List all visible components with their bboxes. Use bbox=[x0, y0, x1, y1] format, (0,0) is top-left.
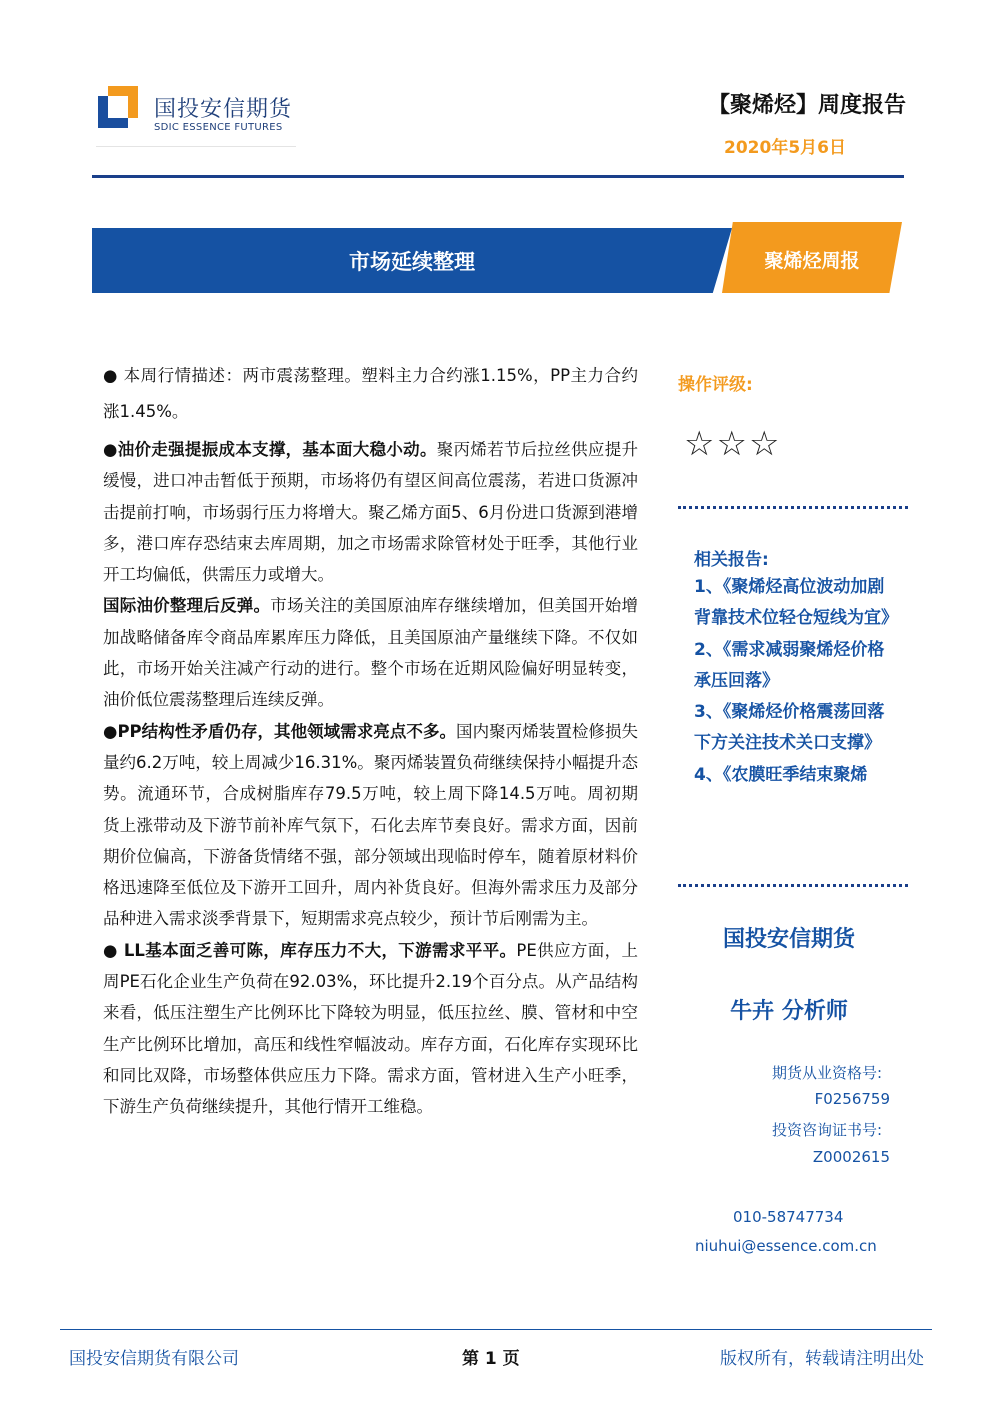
report-category: 聚烯烃周报 bbox=[764, 250, 860, 272]
report-type: 【聚烯烃】周度报告 bbox=[707, 93, 906, 118]
logo-name-en: SDIC ESSENCE FUTURES bbox=[154, 122, 283, 133]
related-reports-list bbox=[694, 572, 899, 791]
paragraph-heading: 国际油价整理后反弹。 bbox=[103, 596, 271, 616]
analyst-phone: 010-58747734 bbox=[733, 1208, 844, 1226]
market-summary: ● 本周行情描述：两市震荡整理。塑料主力合约涨1.15%，PP主力合约涨1.45%。 bbox=[103, 366, 638, 421]
paragraph-heading: ●PP结构性矛盾仍存，其他领域需求亮点不多。 bbox=[103, 721, 457, 741]
paragraph-heading: ● LL基本面乏善可陈，库存压力不大，下游需求平平。 bbox=[103, 940, 517, 960]
logo-mark-icon bbox=[98, 86, 138, 136]
paragraph-text: 市场关注的美国原油库存继续增加，但美国开始增加战略储备库令商品库累库压力降低，且美国原油产量继续下降。不仅如此，市场开始关注减产行动的进行。整个市场在近期风险偏好明显转变，油价低位震荡整理后连续反弹。 bbox=[103, 596, 639, 710]
logo-divider bbox=[96, 146, 296, 147]
related-reports-label: 相关报告: bbox=[694, 550, 769, 570]
futures-license-label: 期货从业资格号: bbox=[771, 1064, 882, 1082]
analyst-email[interactable]: niuhui@essence.com.cn bbox=[695, 1237, 877, 1255]
footer-copyright: 版权所有，转载请注明出处 bbox=[720, 1349, 924, 1369]
rating-label: 操作评级: bbox=[678, 375, 753, 395]
paragraph-text: PE供应方面，上周PE石化企业生产负荷在92.03%，环比提升2.19个百分点。从产品结构来看，低压注塑生产比例环比下降较为明显，低压拉丝、膜、管材和中空生产比例环比增加，高压和线性窄幅波动。库存方面，石化库存实现环比和同比双降，市场整体供应压力下降。需求方面，管材进入生产小旺季，下游生产负荷继续提升，其他行情开工维稳。 bbox=[103, 940, 638, 1117]
futures-license-number: F0256759 bbox=[814, 1090, 890, 1108]
paragraph-cost-support bbox=[103, 434, 638, 590]
paragraph-ll bbox=[103, 935, 638, 1123]
analyst-name: 牛卉 分析师 bbox=[730, 999, 848, 1024]
report-date: 2020年5月6日 bbox=[724, 138, 846, 158]
related-report-link[interactable]: 4、《农膜旺季结束聚烯 bbox=[694, 764, 868, 785]
report-body bbox=[103, 358, 638, 1123]
logo-name-cn: 国投安信期货 bbox=[154, 97, 293, 122]
company-logo bbox=[98, 86, 298, 142]
star-rating-icon: ☆☆☆ bbox=[684, 424, 782, 464]
sidebar-divider bbox=[678, 506, 908, 509]
related-report-link[interactable]: 2、《需求减弱聚烯烃价格承压回落》 bbox=[694, 639, 885, 691]
footer-divider bbox=[60, 1329, 932, 1330]
paragraph-heading: ●油价走强提振成本支撑，基本面大稳小动。 bbox=[103, 440, 437, 459]
paragraph-text: 聚丙烯若节后拉丝供应提升缓慢，进口冲击暂低于预期，市场将仍有望区间高位震荡，若进口货源冲击提前打响，市场弱行压力将增大。聚乙烯方面5、6月份进口货源到港增多，港口库存恐结束去库周期，加之市场需求除管材处于旺季，其他行业开工均偏低，供需压力或增大。 bbox=[103, 440, 638, 585]
paragraph-pp bbox=[103, 716, 638, 935]
related-report-link[interactable]: 1、《聚烯烃高位波动加剧 背靠技术位轻仓短线为宜》 bbox=[694, 577, 898, 629]
paragraph-text: 国内聚丙烯装置检修损失量约6.2万吨，较上周减少16.31%。聚丙烯装置负荷继续保持小幅提升态势。流通环节，合成树脂库存79.5万吨，较上周下降14.5万吨。周初期货上涨带动及下游节前补库气氛下，石化去库节奏良好。需求方面，因前期价位偏高，下游备货情绪不强，部分领域出现临时停车，随着原材料价格迅速降至低位及下游开工回升，周内补货良好。但海外需求压力及部分品种进入需求淡季背景下，短期需求亮点较少，预计节后刚需为主。 bbox=[103, 721, 639, 929]
consulting-license-number: Z0002615 bbox=[812, 1148, 890, 1166]
consulting-license-label: 投资咨询证书号: bbox=[771, 1121, 882, 1139]
sidebar-divider bbox=[678, 884, 908, 887]
related-report-link[interactable]: 3、《聚烯烃价格震荡回落 下方关注技术关口支撑》 bbox=[694, 702, 885, 754]
report-title: 市场延续整理 bbox=[349, 250, 475, 274]
header-divider bbox=[92, 175, 904, 178]
page-number: 第 1 页 bbox=[462, 1349, 520, 1369]
footer-company: 国投安信期货有限公司 bbox=[69, 1349, 239, 1369]
paragraph-crude-oil bbox=[103, 590, 638, 715]
firm-name: 国投安信期货 bbox=[722, 927, 855, 952]
